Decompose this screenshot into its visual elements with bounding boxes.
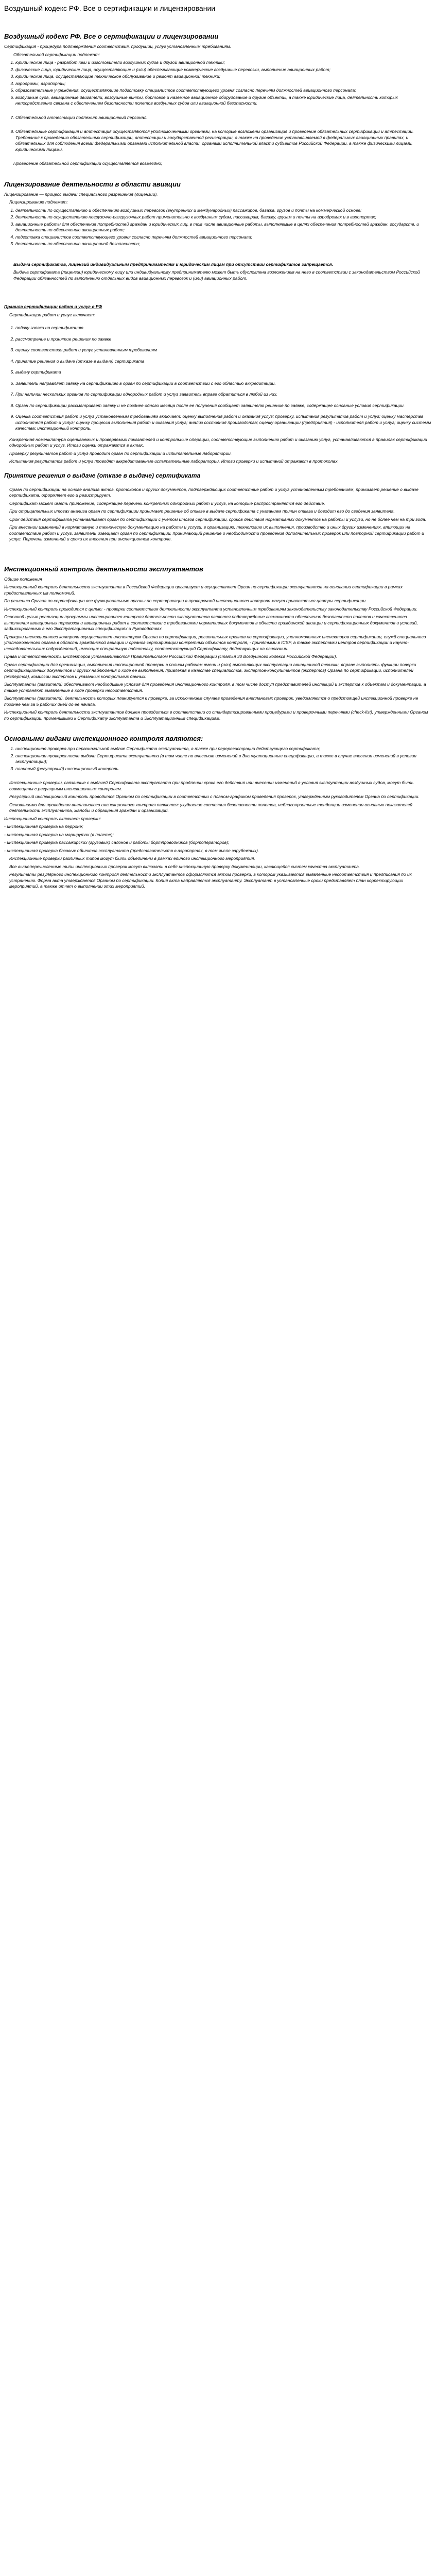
document: [0, 0, 436, 890]
paragraph: Срок действия сертификата устанавливает орган по сертификации с учетом итогов сертификации, сроков действия нормативных документов на работы и услуги, но не более чем на три года.: [9, 516, 426, 522]
section-heading: Правила сертификации работ и услуг в РФ: [4, 304, 102, 309]
paragraph: Эксплуатанты (заявители) обеспечивают необходимые условия для проведения инспекционного контроля, в том числе доступ представителей инспекций и экспертов к объектам и документации, а также устраняют выявленные в ходе проверки несоответствия.: [4, 682, 426, 693]
section-licensing: [4, 180, 432, 282]
paragraph: Сертификат может иметь приложение, содержащее перечень конкретных однородных работ и услуг, на которые распространяется его действие.: [9, 500, 325, 506]
paragraph-lead: Сертификация работ и услуг включает:: [9, 312, 95, 317]
list-item: 3. плановый (регулярный) инспекционный контроль.: [15, 766, 432, 772]
paragraph: Инспекционный контроль проводится с целью: - проверки соответствия деятельности эксплуатанта установленным требованиям законодательству законодательству Российской Федерации.: [4, 606, 418, 612]
paragraph-sub: Общие положения: [4, 576, 42, 582]
list-item: 1. инспекционная проверка при первоначальной выдаче Сертификата эксплуатанта, а также при перерегистрации действующего сертификата;: [15, 746, 432, 752]
paragraph: - инспекционная проверка на маршрутах (в полете);: [4, 832, 114, 837]
list-item: 6. воздушные суда, авиационные двигатели, воздушные винты, бортовое и наземное авиационное оборудование и другие объекты, а также юридические лица, деятельность которых непосредственно связана с обеспечением безопасности полетов воздушных судов или авиационной безопасности.: [15, 95, 432, 107]
paragraph: Конкретная номенклатура оцениваемых и проверяемых показателей и контрольные операции, соответствующие выполнению работ и оказанию услуг, устанавливаются в правилах сертификации однородных работ и услуг. Итоги оценки отражаются в актах.: [9, 436, 427, 448]
paragraph: Орган сертификации для организации, выполнения инспекционной проверки в полном рабочем вмени и (или) выполняющих эксплуатации авиационной техники, вправе выполнять функции поверки сертификационных документов и других наблюдения о ходе ее выполнения, привлекая в качестве специалистов, экспертов-консультантов (экспертов) Органа по сертификации, исполнителей (экспертов), комиссии экспертов и указанных контрольных данных.: [4, 662, 416, 679]
list-rules: [4, 325, 432, 432]
list-item: 1. деятельность по осуществлению и обеспечению воздушных перевозок (внутренних и международных) пассажиров, багажа, грузов и почты на коммерческой основе;: [15, 208, 432, 214]
list-item: 3. оценку соответствия работ и услуг установленным требованиям: [15, 347, 432, 353]
paragraph-bold: Выдача сертификатов, лицензий индивидуальным предпринимателям и юридическим лицам при отсутствии сертификатов запрещается.: [13, 261, 333, 267]
list-certification: [4, 60, 432, 107]
paragraph: - инспекционная проверка пассажирских (грузовых) салонов и работы бортпроводников (бортоператоров);: [4, 840, 230, 845]
paragraph: Выдача сертификата (лицензии) юридическому лицу или индивидуальному предпринимателю может быть обусловлена возложением на него в соответствии с законодательством Российской Федерации обязанностей по выполнению отдельных видов авиационных перевозок и (или) авиационных работ.: [13, 269, 420, 281]
list-item: 4. принятие решения о выдаче (отказе в выдаче) сертификата: [15, 359, 432, 365]
paragraph: По решению Органа по сертификации все функциональные органы по сертификации в проверочной инспекционного контроля могут привлекаться центры сертификации.: [4, 598, 367, 603]
paragraph: Орган по сертификации на основе анализа актов, протоколов и других документов, подтверждающих соответствие работ и услуг установленным требованиям, принимает решение о выдаче сертификата, оформляет его и регистрирует.: [9, 486, 418, 498]
list-item: 5. образовательные учреждения, осуществляющие подготовку специалистов соответствующего уровня согласно перечням должностей авиационного персонала;: [15, 88, 432, 94]
list-item: 9. Оценка соответствия работ и услуг установленным требованиям включает: оценку выполнения работ и оказания услуг; проверку, испытания результатов работ и услуг; оценку мастерства исполнителя работ и услуг; оценку процесса выполнения работ и оказания услуг; анализ состояния производства; оценку организации (предприятия) - исполнителя работ и услуг; оценку системы качества; инспекционный контроль.: [15, 414, 432, 432]
section-decision: [4, 472, 432, 543]
paragraph-lead: Обязательной сертификации подлежат:: [13, 52, 100, 57]
paragraph: Инспекционный контроль деятельности эксплуатантов должен проводиться в соответствии со стандартизированными процедурами и проверочными перечнями (check-list), утвержденными Органом по сертификации, применимыми к Сертификату эксплуатанта и Эксплуатационным спецификациям.: [4, 709, 428, 721]
paragraph: Права и ответственность инспекторов устанавливаются Правительством Российской Федерации (статья 30 Воздушного кодекса Российской Федерации).: [4, 654, 337, 659]
paragraph: Проведение обязательной сертификации осуществляется возмездно;: [13, 161, 163, 166]
paragraph: Инспекционный контроль деятельности эксплуатанта в Российской Федерации организует и осуществляет Орган по сертификации эксплуатантов на основании сертификации в рамках предоставленных им полномочий.: [4, 584, 403, 596]
section-inspection-types: [4, 735, 432, 890]
paragraph: Проверки инспекционного контроля осуществляет инспектором Органа по сертификации, региональных органов по сертификации, уполномоченных инспекторов сертификации, служб специального уполномоченного органа в области гражданской авиации и органов сертификации конкретных объектов контроля, - принятыми в ICSP, а также экспертами центров сертификации и научно-исследовательских подразделений, имеющих специальную подготовку, соответствующий Сертификату, действующих на основании.: [4, 634, 426, 651]
list-item: 1. юридические лица - разработчики и изготовители воздушных судов и другой авиационной техники;: [15, 60, 432, 66]
paragraph: Инспекционные проверки, связанные с выдачей Сертификата эксплуатанта при продлении срока его действия или внесении изменений в условия эксплуатации воздушных судов, могут быть совмещены с регулярным инспекционным контролем.: [9, 780, 414, 791]
paragraph: Основаниями для проведения внепланового инспекционного контроля являются: ухудшение состояния безопасности полетов, неблагоприятные тенденции изменения основных показателей деятельности эксплуатанта, жалобы и обращения граждан и организаций.: [9, 802, 413, 813]
paragraph: Испытания результатов работ и услуг проводят аккредитованные испытательные лаборатории. Итоги проверки и испытаний отражают в протоколах.: [9, 459, 339, 464]
paragraph: Результаты регулярного инспекционного контроля деятельности эксплуатантов оформляются актом проверки, в котором указываются выявленные несоответствия и предписания по их устранению. Форма акта утверждается Органом по сертификации. Копия акта направляется эксплуатанту. Эксплуатант в установленные сроки представляет план корректирующих мероприятий, а также отчет о выполнении этих мероприятий.: [9, 872, 412, 889]
list-inspection-types: [4, 746, 432, 772]
list-item: 2. рассмотрение и принятие решения по заявке: [15, 336, 432, 343]
paragraph: Проверку результатов работ и услуг проводит орган по сертификации и испытательные лаборатории.: [9, 450, 232, 456]
list-item: 5. деятельность по обеспечению авиационной безопасности;: [15, 241, 432, 247]
list-item: 4. подготовка специалистов соответствующего уровня согласно перечням должностей авиационного персонала;: [15, 234, 432, 241]
section-inspection: [4, 565, 432, 722]
section-rules: [4, 304, 432, 465]
paragraph: Регулярный инспекционный контроль проводится Органом по сертификации в соответствии с планом-графиком проведения проверок, утвержденным руководителем Органа по сертификации.: [9, 794, 420, 799]
paragraph: Инспекционный контроль включает проверки:: [4, 816, 101, 821]
list-item: 7. Обязательной аттестации подлежит авиационный персонал.: [15, 115, 432, 121]
list-item: 1. подачу заявки на сертификацию: [15, 325, 432, 331]
list-licensing: [4, 208, 432, 247]
section-heading: Воздушный кодекс РФ. Все о сертификации и лицензировании: [4, 32, 219, 40]
section-heading: Лицензирование деятельности в области авиации: [4, 180, 181, 188]
list-item: 2. инспекционная проверка после выдачи Сертификата эксплуатанта (в том числе по внесению изменений в Эксплуатационные спецификации, а также в случае внесения изменений в условия эксплуатации);: [15, 753, 432, 765]
section-heading: Принятие решения о выдаче (отказе в выдаче) сертификата: [4, 471, 201, 479]
list-certification-cont: [4, 129, 432, 152]
list-item: 8. Обязательные сертификация и аттестация осуществляются уполномоченными органами, на которые возложены организация и проведение обязательных сертификации и аттестации. Требования к проведению обязательных сертификации, аттестации и государственной регистрации, а также на проведение устанавливаемой в федеральных авиационных правилах, и обязательных для соблюдения всеми федеральными органами исполнительной власти, органами исполнительной власти субъектов Российской Федерации, а также физическими лицами, юридическими лицами.: [15, 129, 432, 152]
page-title: Воздушный кодекс РФ. Все о сертификации и лицензировании: [4, 4, 216, 12]
list-item: 3. авиационные работы для обеспечения потребностей граждан и юридических лиц, в том числе авиационные работы, выполняемые в целях обеспечения потребностей граждан, государств, и деятельность по обеспечению авиационных работ;: [15, 222, 432, 233]
list-item: 5. выдачу сертификата: [15, 369, 432, 376]
paragraph: Сертификация - процедура подтверждения соответствия, продукции, услуг установленным требованиям.: [4, 44, 231, 49]
paragraph: - инспекционная проверка базовых объектов эксплуатанта (представительств в аэропортах, в том числе зарубежных).: [4, 848, 259, 853]
paragraph: Инспекционные проверки различных типов могут быть объединены в рамках единого инспекционного мероприятия.: [9, 856, 255, 861]
list-item: 2. физические лица, юридические лица, осуществляющие и (или) обеспечивающие коммерческие воздушные перевозки, выполнение авиационных работ;: [15, 67, 432, 73]
paragraph: Основной целью реализации программы инспекционного контроля деятельности эксплуатантов является подтверждение возможности обеспечения безопасности полетов и качественного выполнения авиационных перевозок и авиационных работ в соответствии с требованиями нормативных документов в области гражданской авиации и сертификационных документов и условий, зафиксированных в его Эксплуатационных спецификациях и Руководствах.: [4, 614, 418, 631]
paragraph: Лицензирование — процесс выдачи специального разрешения (лицензии).: [4, 191, 158, 197]
list-item: 6. Заявитель направляет заявку на сертификацию в орган по сертификации в соответствии с его областью аккредитации.: [15, 381, 432, 387]
section-heading: Основными видами инспекционного контроля являются:: [4, 735, 203, 742]
paragraph-lead: Лицензированию подлежат:: [9, 199, 68, 205]
list-item: 2. деятельность по осуществлению погрузочно-разгрузочных работ применительно к воздушным судам, пассажирам, багажу, грузам и почты на аэродромах и в аэропортах;: [15, 214, 432, 221]
paragraph: При отрицательных итогах анализа орган по сертификации принимает решение об отказе в выдаче сертификата с указанием причин отказа и доводит его до сведения заявителя.: [9, 509, 395, 514]
section-heading: Инспекционный контроль деятельности эксплуатантов: [4, 565, 203, 573]
list-item: 7. При наличии нескольких органов по сертификации однородных работ и услуг заявитель вправе обратиться в любой из них.: [15, 392, 432, 398]
paragraph: При внесении изменений в нормативную и техническую документацию на работы и услуги, в организацию, технологию их выполнения, производство и иных других изменениях, влияющих на соответствие работ и услуг, заявитель извещает орган по сертификации, принимающий решение о необходимости проведения дополнительных проверок или повторной сертификации работ и услуг. Перечень изменений и сроки их внесения при инспекционном контроле.: [9, 524, 424, 541]
paragraph: - инспекционная проверка на перроне;: [4, 824, 83, 829]
list-item: 3. юридические лица, осуществляющие техническое обслуживание и ремонт авиационной техники;: [15, 74, 432, 80]
list-item: 8. Орган по сертификации рассматривает заявку и не позднее одного месяца после ее получения сообщает заявителю решение по заявке, содержащее основные условия сертификации.: [15, 403, 432, 409]
list-certification-cont: [4, 115, 432, 121]
section-certification: [4, 32, 432, 167]
list-item: 4. аэродромы, аэропорты;: [15, 81, 432, 87]
paragraph: Все вышеперечисленные типы инспекционных проверок могут включать в себя инспекционную проверку документации, касающейся систем качества эксплуатанта.: [9, 863, 360, 869]
paragraph: Эксплуатанты (заявители), деятельность которых планируется к проверке, за исключением случаев проведения внеплановых проверок, уведомляются о предстоящей инспекционной проверке не позднее чем за 5 рабочих дней до ее начала.: [4, 696, 418, 707]
